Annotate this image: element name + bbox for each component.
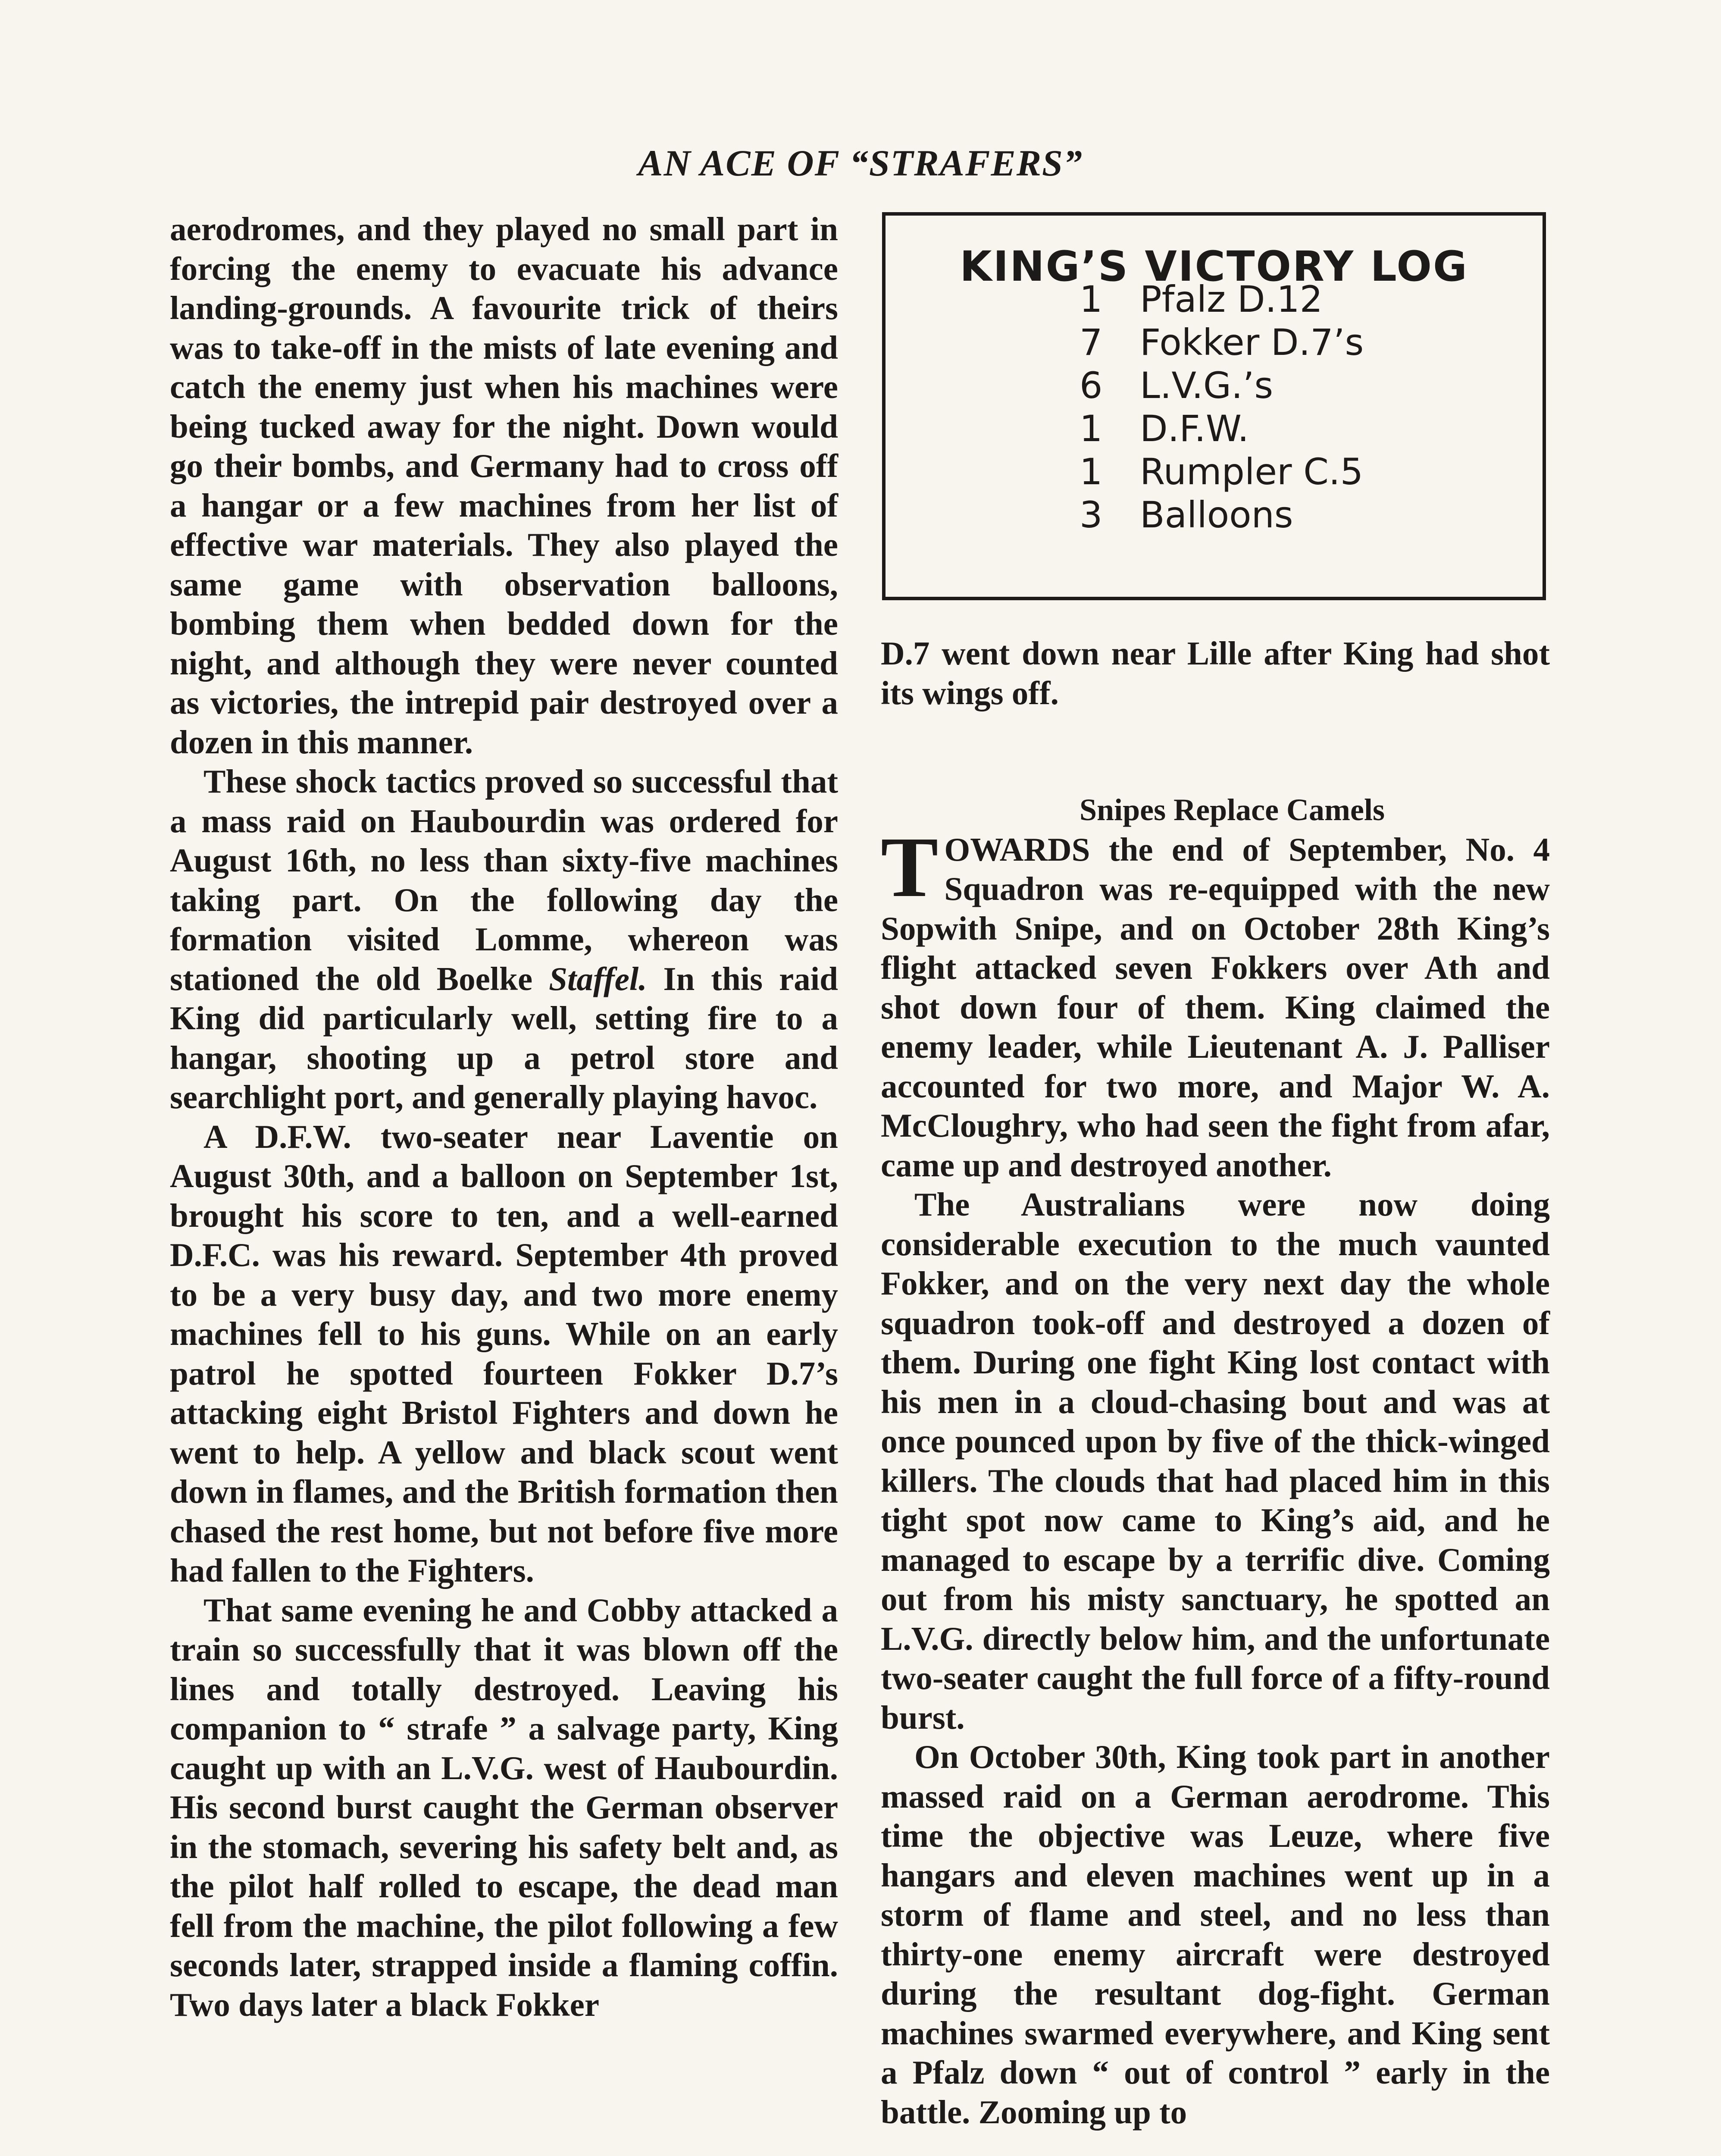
victory-entry	[1080, 278, 1364, 321]
paragraph-text: These shock tactics proved so successful that a mass raid on Haubourdin was ordered for August 16th, no less than sixty-five machines taking part. On the following day the formation visited Lomme, whereon was stationed the old Boelke	[170, 763, 838, 997]
victory-entry	[1080, 450, 1364, 493]
victory-entry	[1080, 407, 1364, 450]
victory-count: 7	[1080, 321, 1103, 364]
victory-count: 3	[1080, 494, 1103, 536]
paragraph: The Australians were now doing considerable execution to the much vaunted Fokker, and on the very next day the whole squadron took-off and destroyed a dozen of them. During one fight King lost contact with his men in a cloud-chasing bout and was at once pounced upon by five of the thick-winged killers. The clouds that had placed him in this tight spot now came to King’s aid, and he managed to escape by a terrific dive. Coming out from his misty sanctuary, he spotted an L.V.G. directly below him, and the unfortunate two-seater caught the full force of a fifty-round burst.	[881, 1186, 1550, 1736]
victory-aircraft: L.V.G.’s	[1140, 364, 1274, 407]
victory-aircraft: Balloons	[1140, 494, 1293, 536]
victory-aircraft: D.F.W.	[1140, 407, 1249, 450]
victory-entry	[1080, 364, 1364, 407]
victory-aircraft: Rumpler C.5	[1140, 451, 1364, 493]
victory-count: 1	[1080, 278, 1103, 320]
paragraph: A D.F.W. two-seater near Laventie on August 30th, and a balloon on September 1st, brought his score to ten, and a well-earned D.F.C. was his reward. September 4th proved to be a very busy day, and two more enemy machines fell to his guns. While on an early patrol he spotted fourteen Fokker D.7’s attacking eight Bristol Fighters and down he went to help. A yellow and black scout went down in flames, and the British formation then chased the rest home, but not before five more had fallen to the Fighters.	[170, 1118, 838, 1589]
victory-entry	[1080, 493, 1364, 536]
section-heading: Snipes Replace Camels	[1080, 793, 1385, 827]
victory-aircraft: Fokker D.7’s	[1140, 321, 1364, 364]
paragraph	[881, 819, 1550, 1185]
paragraph: On October 30th, King took part in another massed raid on a German aerodrome. This time the objective was Leuze, where five hangars and eleven machines went up in a storm of flame and steel, and no less than thirty-one enemy aircraft were destroyed during the resultant dog-fight. German machines swarmed everywhere, and King sent a Pfalz down “ out of control ” early in the battle. Zooming up to	[881, 1738, 1550, 2131]
right-column	[881, 634, 1550, 2132]
drop-cap: T	[881, 819, 939, 915]
victory-entry	[1080, 321, 1364, 364]
paragraph: aerodromes, and they played no small part in forcing the enemy to evacuate his advance landing-grounds. A favourite trick of theirs was to take-off in the mists of late evening and catch the enemy just when his machines were being tucked away for the night. Down would go their bombs, and Germany had to cross off a hangar or a few machines from her list of effective war materials. They also played the same game with observation balloons, bombing them when bedded down for the night, and although they were never counted as victories, the intrepid pair destroyed over a dozen in this manner.	[170, 210, 838, 761]
paragraph	[170, 762, 838, 1117]
victory-aircraft: Pfalz D.12	[1140, 278, 1323, 320]
victory-log-list	[1080, 278, 1364, 536]
italic-word: Staffel.	[549, 960, 647, 997]
paragraph: D.7 went down near Lille after King had shot its wings off.	[881, 635, 1550, 711]
victory-count: 1	[1080, 407, 1103, 450]
victory-log-box	[882, 212, 1546, 600]
victory-count: 1	[1080, 451, 1103, 493]
paragraph-text: OWARDS the end of September, No. 4 Squadron was re-equipped with the new Sopwith Snipe, and on October 28th King’s flight attacked seven Fokkers over Ath and shot down four of them. King claimed the enemy leader, while Lieutenant A. J. Palliser accounted for two more, and Major W. A. McCloughry, who had seen the fight from afar, came up and destroyed another.	[881, 830, 1550, 1184]
page-title: AN ACE OF “STRAFERS”	[638, 142, 1083, 184]
victory-count: 6	[1080, 364, 1103, 407]
spacer	[881, 713, 1550, 790]
paragraph-text: In this raid King did particularly well, setting fire to a hangar, shooting up a petrol store and searchlight port, and generally playing havoc.	[170, 960, 838, 1116]
paragraph: That same evening he and Cobby attacked a train so successfully that it was blown off the lines and totally destroyed. Leaving his companion to “ strafe ” a salvage party, King caught up with an L.V.G. west of Haubourdin. His second burst caught the German observer in the stomach, severing his safety belt and, as the pilot half rolled to escape, the dead man fell from the machine, the pilot following a few seconds later, strapped inside a flaming coffin. Two days later a black Fokker	[170, 1591, 838, 2023]
left-column	[170, 210, 838, 2024]
victory-log-title: KING’S VICTORY LOG	[960, 242, 1468, 291]
